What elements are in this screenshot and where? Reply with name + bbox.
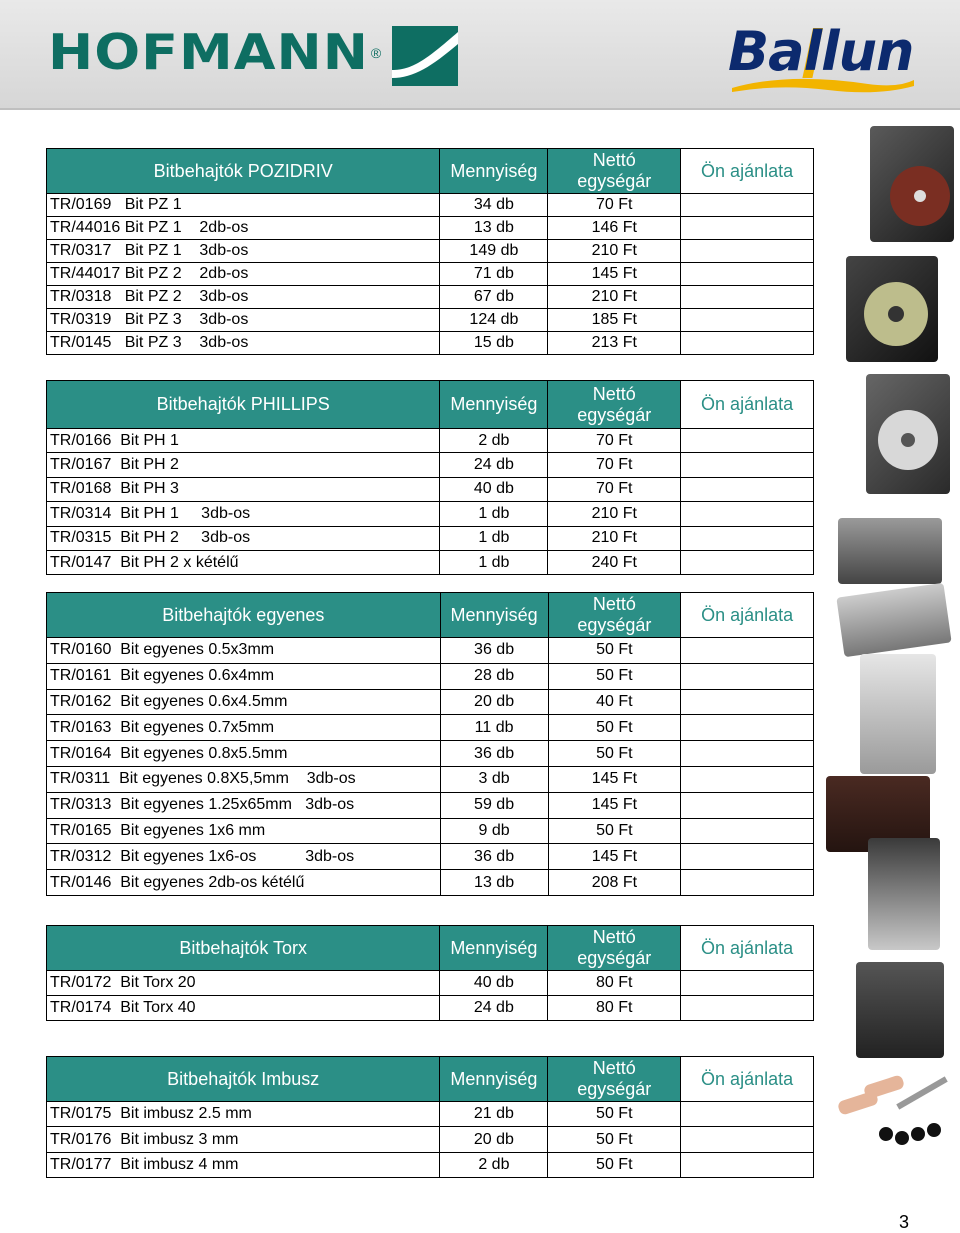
product-name: TR/0312 Bit egyenes 1x6-os 3db-os (47, 844, 441, 870)
product-image (838, 518, 942, 584)
table-header-row (47, 593, 814, 638)
product-name: TR/0146 Bit egyenes 2db-os kétélű (47, 870, 441, 896)
unit-price: 210 Ft (548, 286, 681, 309)
product-name: TR/0163 Bit egyenes 0.7x5mm (47, 715, 441, 741)
product-image (834, 1072, 954, 1158)
table-row (47, 689, 814, 715)
table-row (47, 766, 814, 792)
product-name: TR/0311 Bit egyenes 0.8X5,5mm 3db-os (47, 766, 441, 792)
table-header-row (47, 381, 814, 429)
price-header-line2: egységár (577, 1079, 652, 1099)
offer-input-cell[interactable] (681, 689, 814, 715)
qty-header: Mennyiség (440, 926, 548, 971)
table-header-row (47, 1057, 814, 1102)
offer-input-cell[interactable] (681, 526, 814, 550)
unit-price: 50 Ft (548, 715, 681, 741)
offer-input-cell[interactable] (681, 1152, 814, 1177)
table-imbusz (46, 1056, 814, 1178)
table-egyenes (46, 592, 814, 896)
table-row (47, 477, 814, 501)
product-name: TR/0165 Bit egyenes 1x6 mm (47, 818, 441, 844)
product-name: TR/44016 Bit PZ 1 2db-os (47, 217, 440, 240)
quantity: 36 db (440, 638, 548, 664)
quantity: 15 db (440, 332, 548, 355)
table-row (47, 332, 814, 355)
offer-input-cell[interactable] (681, 996, 814, 1021)
product-image (856, 962, 944, 1058)
registered-mark: ® (370, 45, 382, 61)
qty-header: Mennyiség (440, 593, 548, 638)
unit-price: 50 Ft (548, 741, 681, 767)
product-image (868, 838, 940, 950)
quantity: 1 db (440, 502, 548, 526)
unit-price: 80 Ft (548, 996, 681, 1021)
product-name: TR/0168 Bit PH 3 (47, 477, 440, 501)
product-name: TR/0175 Bit imbusz 2.5 mm (47, 1102, 440, 1127)
saw-blade-icon (870, 126, 954, 242)
table-row (47, 996, 814, 1021)
offer-input-cell[interactable] (681, 844, 814, 870)
table-row (47, 818, 814, 844)
product-name: TR/0167 Bit PH 2 (47, 453, 440, 477)
offer-input-cell[interactable] (681, 194, 814, 217)
product-name: TR/0161 Bit egyenes 0.6x4mm (47, 663, 441, 689)
quantity: 28 db (440, 663, 548, 689)
table-row (47, 1127, 814, 1152)
offer-input-cell[interactable] (681, 217, 814, 240)
cutting-disc-icon (866, 374, 950, 494)
table-row (47, 1152, 814, 1177)
product-name: TR/0169 Bit PZ 1 (47, 194, 440, 217)
quantity: 13 db (440, 870, 548, 896)
unit-price: 50 Ft (548, 663, 681, 689)
offer-header: Ön ajánlata (681, 381, 814, 429)
offer-input-cell[interactable] (681, 263, 814, 286)
table-row (47, 453, 814, 477)
unit-price: 210 Ft (548, 240, 681, 263)
quantity: 34 db (440, 194, 548, 217)
offer-input-cell[interactable] (681, 792, 814, 818)
table-row (47, 663, 814, 689)
product-name: TR/0174 Bit Torx 40 (47, 996, 440, 1021)
table-row (47, 217, 814, 240)
price-header (548, 1057, 681, 1102)
unit-price: 50 Ft (548, 1152, 681, 1177)
table-row (47, 263, 814, 286)
unit-price: 70 Ft (548, 194, 681, 217)
diamond-blade-icon (846, 256, 938, 362)
product-name: TR/0317 Bit PZ 1 3db-os (47, 240, 440, 263)
section-title: Bitbehajtók Imbusz (47, 1057, 440, 1102)
section-title: Bitbehajtók PHILLIPS (47, 381, 440, 429)
offer-input-cell[interactable] (681, 741, 814, 767)
product-image (870, 126, 954, 242)
quantity: 24 db (440, 996, 548, 1021)
table-pozidriv (46, 148, 814, 355)
table-row (47, 1102, 814, 1127)
unit-price: 185 Ft (548, 309, 681, 332)
offer-input-cell[interactable] (681, 870, 814, 896)
price-header (548, 593, 681, 638)
offer-header: Ön ajánlata (681, 593, 814, 638)
price-header-line1: Nettó (592, 594, 636, 614)
offer-input-cell[interactable] (681, 1127, 814, 1152)
quantity: 2 db (440, 429, 548, 453)
product-name: TR/0176 Bit imbusz 3 mm (47, 1127, 440, 1152)
offer-input-cell[interactable] (681, 286, 814, 309)
quantity: 3 db (440, 766, 548, 792)
unit-price: 50 Ft (548, 1127, 681, 1152)
offer-input-cell[interactable] (681, 550, 814, 574)
offer-input-cell[interactable] (681, 715, 814, 741)
unit-price: 210 Ft (548, 502, 681, 526)
unit-price: 145 Ft (548, 766, 681, 792)
unit-price: 50 Ft (548, 638, 681, 664)
offer-input-cell[interactable] (681, 638, 814, 664)
offer-header: Ön ajánlata (681, 926, 814, 971)
quantity: 24 db (440, 453, 548, 477)
table-torx (46, 925, 814, 1021)
offer-input-cell[interactable] (681, 240, 814, 263)
unit-price: 50 Ft (548, 818, 681, 844)
table-row (47, 429, 814, 453)
product-name: TR/0164 Bit egyenes 0.8x5.5mm (47, 741, 441, 767)
offer-input-cell[interactable] (681, 309, 814, 332)
table-row (47, 240, 814, 263)
table-row (47, 550, 814, 574)
product-name: TR/0160 Bit egyenes 0.5x3mm (47, 638, 441, 664)
unit-price: 210 Ft (548, 526, 681, 550)
unit-price: 70 Ft (548, 477, 681, 501)
table-row (47, 194, 814, 217)
quantity: 71 db (440, 263, 548, 286)
product-name: TR/0145 Bit PZ 3 3db-os (47, 332, 440, 355)
product-image (836, 583, 951, 657)
unit-price: 145 Ft (548, 844, 681, 870)
quantity: 21 db (440, 1102, 548, 1127)
section-title: Bitbehajtók Torx (47, 926, 440, 971)
table-row (47, 309, 814, 332)
unit-price: 240 Ft (548, 550, 681, 574)
price-header-line1: Nettó (592, 927, 636, 947)
page-number: 3 (899, 1212, 910, 1232)
quantity: 20 db (440, 689, 548, 715)
offer-input-cell[interactable] (681, 663, 814, 689)
quantity: 40 db (440, 477, 548, 501)
offer-header: Ön ajánlata (681, 1057, 814, 1102)
product-name: TR/0172 Bit Torx 20 (47, 971, 440, 996)
quantity: 149 db (440, 240, 548, 263)
quantity: 11 db (440, 715, 548, 741)
unit-price: 40 Ft (548, 689, 681, 715)
offer-input-cell[interactable] (681, 1102, 814, 1127)
unit-price: 70 Ft (548, 429, 681, 453)
offer-header: Ön ajánlata (681, 149, 814, 194)
quantity: 40 db (440, 971, 548, 996)
table-row (47, 638, 814, 664)
product-name: TR/44017 Bit PZ 2 2db-os (47, 263, 440, 286)
table-row (47, 526, 814, 550)
offer-input-cell[interactable] (681, 477, 814, 501)
table-row (47, 844, 814, 870)
product-image (846, 256, 938, 362)
ballun-logo (728, 14, 918, 94)
offer-input-cell[interactable] (681, 818, 814, 844)
price-header-line2: egységár (577, 615, 652, 635)
hofmann-emblem-icon (392, 26, 458, 86)
qty-header: Mennyiség (440, 1057, 548, 1102)
product-image (866, 374, 950, 494)
quantity: 36 db (440, 741, 548, 767)
product-name: TR/0319 Bit PZ 3 3db-os (47, 309, 440, 332)
quantity: 9 db (440, 818, 548, 844)
product-name: TR/0162 Bit egyenes 0.6x4.5mm (47, 689, 441, 715)
product-image-column (826, 122, 954, 1162)
table-row (47, 741, 814, 767)
quantity: 1 db (440, 550, 548, 574)
product-name: TR/0177 Bit imbusz 4 mm (47, 1152, 440, 1177)
product-name: TR/0318 Bit PZ 2 3db-os (47, 286, 440, 309)
product-name: TR/0315 Bit PH 2 3db-os (47, 526, 440, 550)
quantity: 2 db (440, 1152, 548, 1177)
unit-price: 50 Ft (548, 1102, 681, 1127)
price-header (548, 926, 681, 971)
quantity: 36 db (440, 844, 548, 870)
page-header (0, 0, 960, 110)
product-name: TR/0147 Bit PH 2 x kétélű (47, 550, 440, 574)
product-image (860, 654, 936, 774)
table-row (47, 792, 814, 818)
unit-price: 145 Ft (548, 263, 681, 286)
unit-price: 145 Ft (548, 792, 681, 818)
table-header-row (47, 149, 814, 194)
offer-input-cell[interactable] (681, 971, 814, 996)
offer-input-cell[interactable] (681, 332, 814, 355)
hofmann-logo-text: HOFMANN (48, 24, 369, 81)
price-header (548, 149, 681, 194)
unit-price: 146 Ft (548, 217, 681, 240)
ballun-logo-text: Ballun (728, 20, 914, 83)
price-header-line1: Nettó (592, 150, 636, 170)
quantity: 20 db (440, 1127, 548, 1152)
table-header-row (47, 926, 814, 971)
hofmann-logo (48, 24, 382, 81)
price-header-line1: Nettó (592, 383, 636, 404)
price-header (548, 381, 681, 429)
offer-input-cell[interactable] (681, 766, 814, 792)
offer-input-cell[interactable] (681, 453, 814, 477)
quantity: 1 db (440, 526, 548, 550)
table-row (47, 286, 814, 309)
unit-price: 80 Ft (548, 971, 681, 996)
drill-bits-icon (834, 1072, 954, 1158)
product-name: TR/0313 Bit egyenes 1.25x65mm 3db-os (47, 792, 441, 818)
section-title: Bitbehajtók POZIDRIV (47, 149, 440, 194)
quantity: 67 db (440, 286, 548, 309)
unit-price: 213 Ft (548, 332, 681, 355)
unit-price: 70 Ft (548, 453, 681, 477)
quantity: 13 db (440, 217, 548, 240)
qty-header: Mennyiség (440, 149, 548, 194)
table-phillips (46, 380, 814, 575)
section-title: Bitbehajtók egyenes (47, 593, 441, 638)
product-name: TR/0166 Bit PH 1 (47, 429, 440, 453)
quantity: 124 db (440, 309, 548, 332)
quantity: 59 db (440, 792, 548, 818)
price-header-line2: egységár (577, 404, 652, 425)
offer-input-cell[interactable] (681, 429, 814, 453)
table-row (47, 502, 814, 526)
qty-header: Mennyiség (440, 381, 548, 429)
offer-input-cell[interactable] (681, 502, 814, 526)
unit-price: 208 Ft (548, 870, 681, 896)
price-header-line2: egységár (577, 171, 652, 191)
table-row (47, 715, 814, 741)
table-row (47, 870, 814, 896)
product-name: TR/0314 Bit PH 1 3db-os (47, 502, 440, 526)
price-header-line2: egységár (577, 948, 652, 968)
price-header-line1: Nettó (592, 1058, 636, 1078)
table-row (47, 971, 814, 996)
